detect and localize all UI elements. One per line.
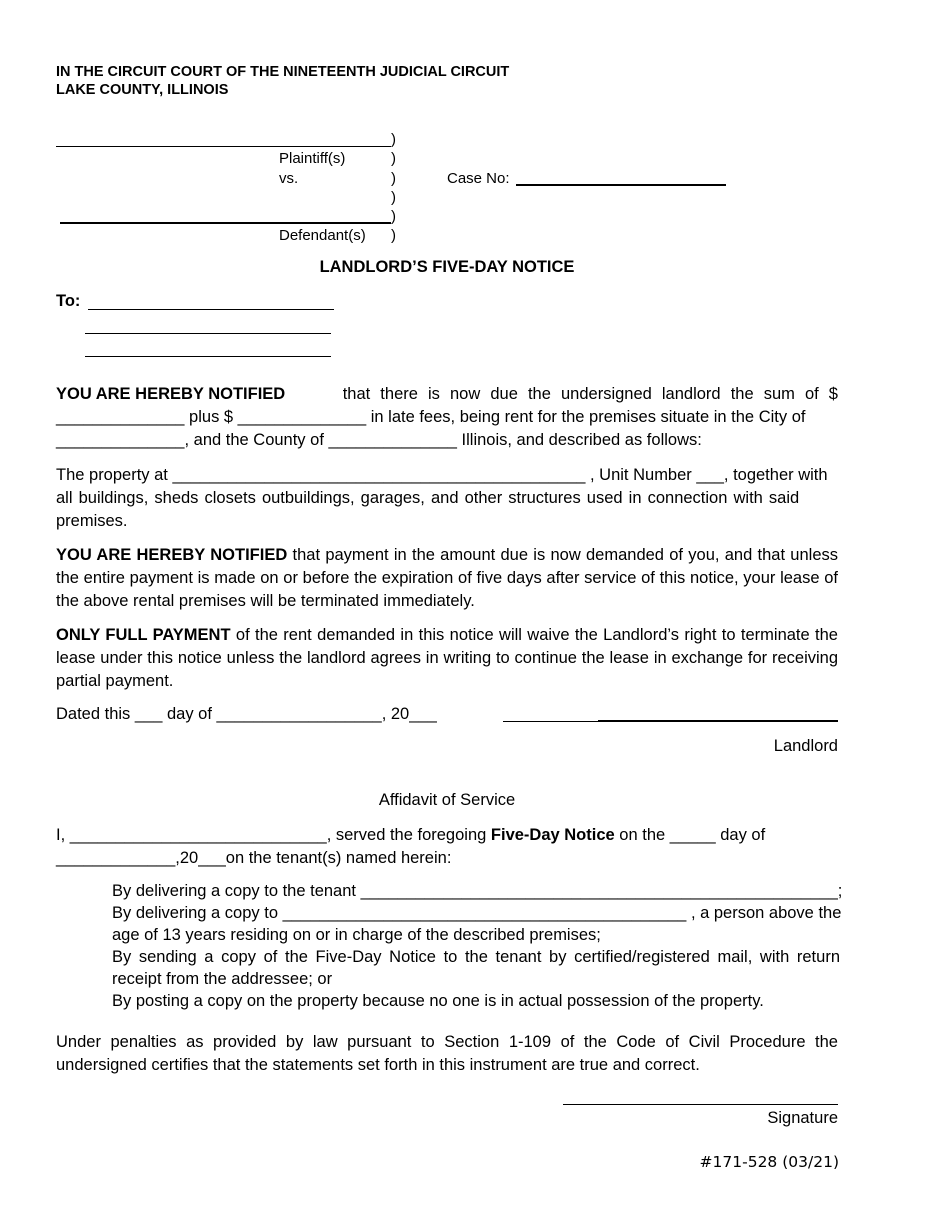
full-payment-text: of the rent demanded in this notice will waive the Landlord’s right to terminate the lease under this notice unless the landlord agrees in writing to continue the lease in exchange for receiving partial payment.	[56, 626, 838, 690]
service-option-posting: By posting a copy on the property because no one is in actual possession of the property.	[112, 992, 764, 1010]
caption-paren: )	[391, 170, 396, 187]
to-address-blank-1[interactable]	[85, 333, 331, 334]
court-name: IN THE CIRCUIT COURT OF THE NINETEENTH JUDICIAL CIRCUIT	[56, 64, 510, 80]
affiant-signature-blank[interactable]	[563, 1104, 838, 1105]
property-line2: all buildings, sheds closets outbuildings, garages, and other structures used in connection with said	[56, 489, 800, 507]
case-no-blank[interactable]	[516, 184, 726, 186]
landlord-signature-blank[interactable]	[503, 721, 598, 722]
full-payment-heading: ONLY FULL PAYMENT	[56, 626, 231, 644]
demand-paragraph	[56, 544, 838, 613]
landlord-label: Landlord	[773, 737, 838, 755]
caption-paren: )	[391, 189, 396, 206]
form-number: #171-528 (03/21)	[699, 1153, 839, 1171]
caption-paren: )	[391, 150, 396, 167]
to-address-blank-2[interactable]	[85, 356, 331, 357]
caption-paren: )	[391, 131, 396, 148]
signature-label: Signature	[767, 1109, 838, 1127]
dated-line: Dated this ___ day of __________________, 20___	[56, 705, 437, 723]
plaintiff-label: Plaintiff(s)	[279, 150, 346, 167]
court-header	[56, 63, 509, 99]
affidavit-intro	[56, 824, 838, 870]
notice-line3: ______________, and the County of ______________ Illinois, and described as follows:	[56, 431, 702, 449]
affidavit-line2: _____________,20___on the tenant(s) named herein:	[56, 849, 452, 867]
affidavit-line1-a: I, ____________________________, served the foregoing	[56, 826, 487, 844]
notified-heading: YOU ARE HEREBY NOTIFIED	[56, 546, 288, 564]
case-no-label: Case No:	[447, 170, 510, 187]
caption-paren: )	[391, 208, 396, 225]
to-name-blank[interactable]	[88, 309, 334, 310]
affidavit-title: Affidavit of Service	[378, 791, 516, 809]
service-option-mail: By sending a copy of the Five-Day Notice to the tenant by certified/registered mail, with return receipt from the addressee; or	[112, 948, 840, 988]
notice-title: LANDLORD’S FIVE-DAY NOTICE	[319, 258, 575, 276]
demand-text: that payment in the amount due is now demanded of you, and that unless the entire payment is made on or before the expiration of five days after service of this notice, your lease of the above rental premises will be terminated immediately.	[56, 546, 839, 610]
vs-label: vs.	[279, 170, 299, 187]
to-label: To:	[56, 292, 81, 310]
notified-heading: YOU ARE HEREBY NOTIFIED	[56, 385, 286, 403]
notice-line2: ______________ plus $ ______________ in late fees, being rent for the premises situate in the City of	[56, 408, 806, 426]
plaintiff-blank[interactable]	[56, 146, 391, 147]
caption-paren: )	[391, 227, 396, 244]
county-name: LAKE COUNTY, ILLINOIS	[56, 82, 229, 98]
defendant-label: Defendant(s)	[279, 227, 366, 244]
defendant-blank[interactable]	[60, 222, 391, 224]
property-paragraph	[56, 464, 838, 533]
landlord-signature-blank-bold[interactable]	[598, 720, 838, 722]
notice-amount-paragraph	[56, 383, 838, 452]
property-line3: premises.	[56, 512, 128, 530]
notice-line1: that there is now due the undersigned landlord the sum of $	[342, 385, 838, 403]
service-option-2-line2: age of 13 years residing on or in charge of the described premises;	[112, 926, 601, 944]
service-option-tenant: By delivering a copy to the tenant ____________________________________________________;	[112, 882, 843, 900]
affidavit-line1-b: on the _____ day of	[619, 826, 766, 844]
property-line1: The property at _____________________________________________ , Unit Number ___, together with	[56, 466, 828, 484]
five-day-notice-term: Five-Day Notice	[490, 826, 615, 844]
penalties-paragraph: Under penalties as provided by law pursuant to Section 1-109 of the Code of Civil Procedure the undersigned certifies that the statements set forth in this instrument are true and correct.	[56, 1033, 838, 1074]
service-option-other-person	[112, 902, 840, 946]
full-payment-paragraph	[56, 624, 838, 693]
service-option-2-line1: By delivering a copy to ____________________________________________ , a person above the	[112, 904, 842, 922]
